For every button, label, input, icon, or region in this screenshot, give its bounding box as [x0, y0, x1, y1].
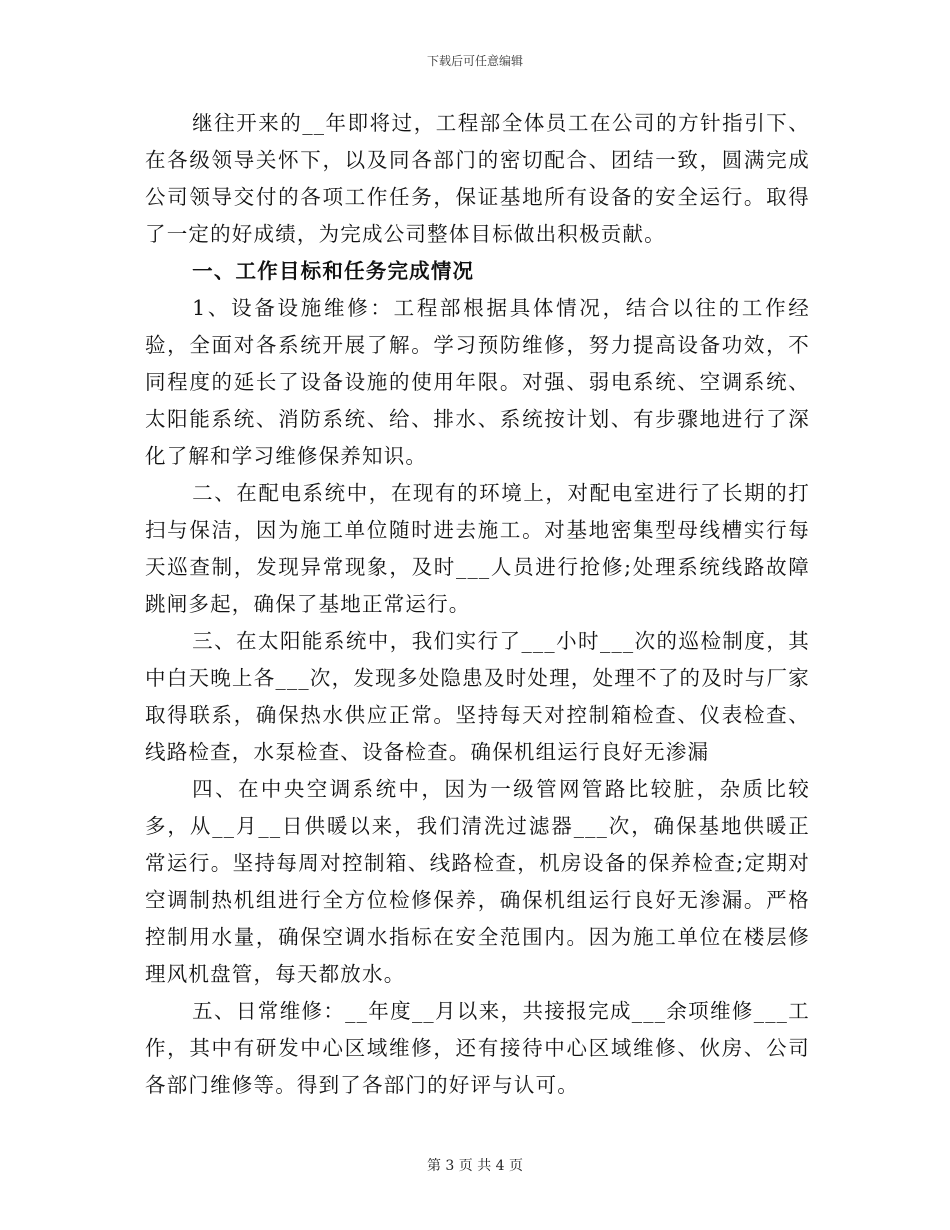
paragraph-daily-maintenance: 五、日常维修：__年度__月以来，共接报完成___余项维修___工作，其中有研发中心区域维修，还有接待中心区域维修、伙房、公司各部门维修等。得到了各部门的好评与认可。 — [145, 999, 810, 1097]
paragraph-solar-system: 三、在太阳能系统中，我们实行了___小时___次的巡检制度，其中白天晚上各___次，发现多处隐患及时处理，处理不了的及时与厂家取得联系，确保热水供应正常。坚持每天对控制箱检查、仪表检查、线路检查，水泵检查、设备检查。确保机组运行良好无渗漏 — [145, 629, 810, 764]
paragraph-power-distribution: 二、在配电系统中，在现有的环境上，对配电室进行了长期的打扫与保洁，因为施工单位随时进去施工。对基地密集型母线槽实行每天巡查制，发现异常现象，及时___人员进行抢修;处理系统线路故障跳闸多起，确保了基地正常运行。 — [145, 481, 810, 616]
section-heading: 一、工作目标和任务完成情况 — [192, 259, 475, 283]
paragraph-central-air-conditioning: 四、在中央空调系统中，因为一级管网管路比较脏，杂质比较多，从__月__日供暖以来，我们清洗过滤器___次，确保基地供暖正常运行。坚持每周对控制箱、线路检查，机房设备的保养检查;定期对空调制热机组进行全方位检修保养，确保机组运行良好无渗漏。严格控制用水量，确保空调水指标在安全范围内。因为施工单位在楼层修理风机盘管，每天都放水。 — [145, 777, 810, 986]
document-body — [145, 105, 810, 1104]
paragraph-equipment-maintenance: 1、设备设施维修：工程部根据具体情况，结合以往的工作经验，全面对各系统开展了解。学习预防维修，努力提高设备功效，不同程度的延长了设备设施的使用年限。对强、弱电系统、空调系统、太阳能系统、消防系统、给、排水、系统按计划、有步骤地进行了深化了解和学习维修保养知识。 — [145, 296, 810, 468]
intro-paragraph: 继往开来的__年即将过，工程部全体员工在公司的方针指引下、在各级领导关怀下，以及同各部门的密切配合、团结一致，圆满完成公司领导交付的各项工作任务，保证基地所有设备的安全运行。取得了一定的好成绩，为完成公司整体目标做出积极贡献。 — [145, 111, 810, 246]
page-header: 下载后可任意编辑 — [426, 54, 523, 68]
page-number: 第 3 页 共 4 页 — [426, 1158, 524, 1174]
